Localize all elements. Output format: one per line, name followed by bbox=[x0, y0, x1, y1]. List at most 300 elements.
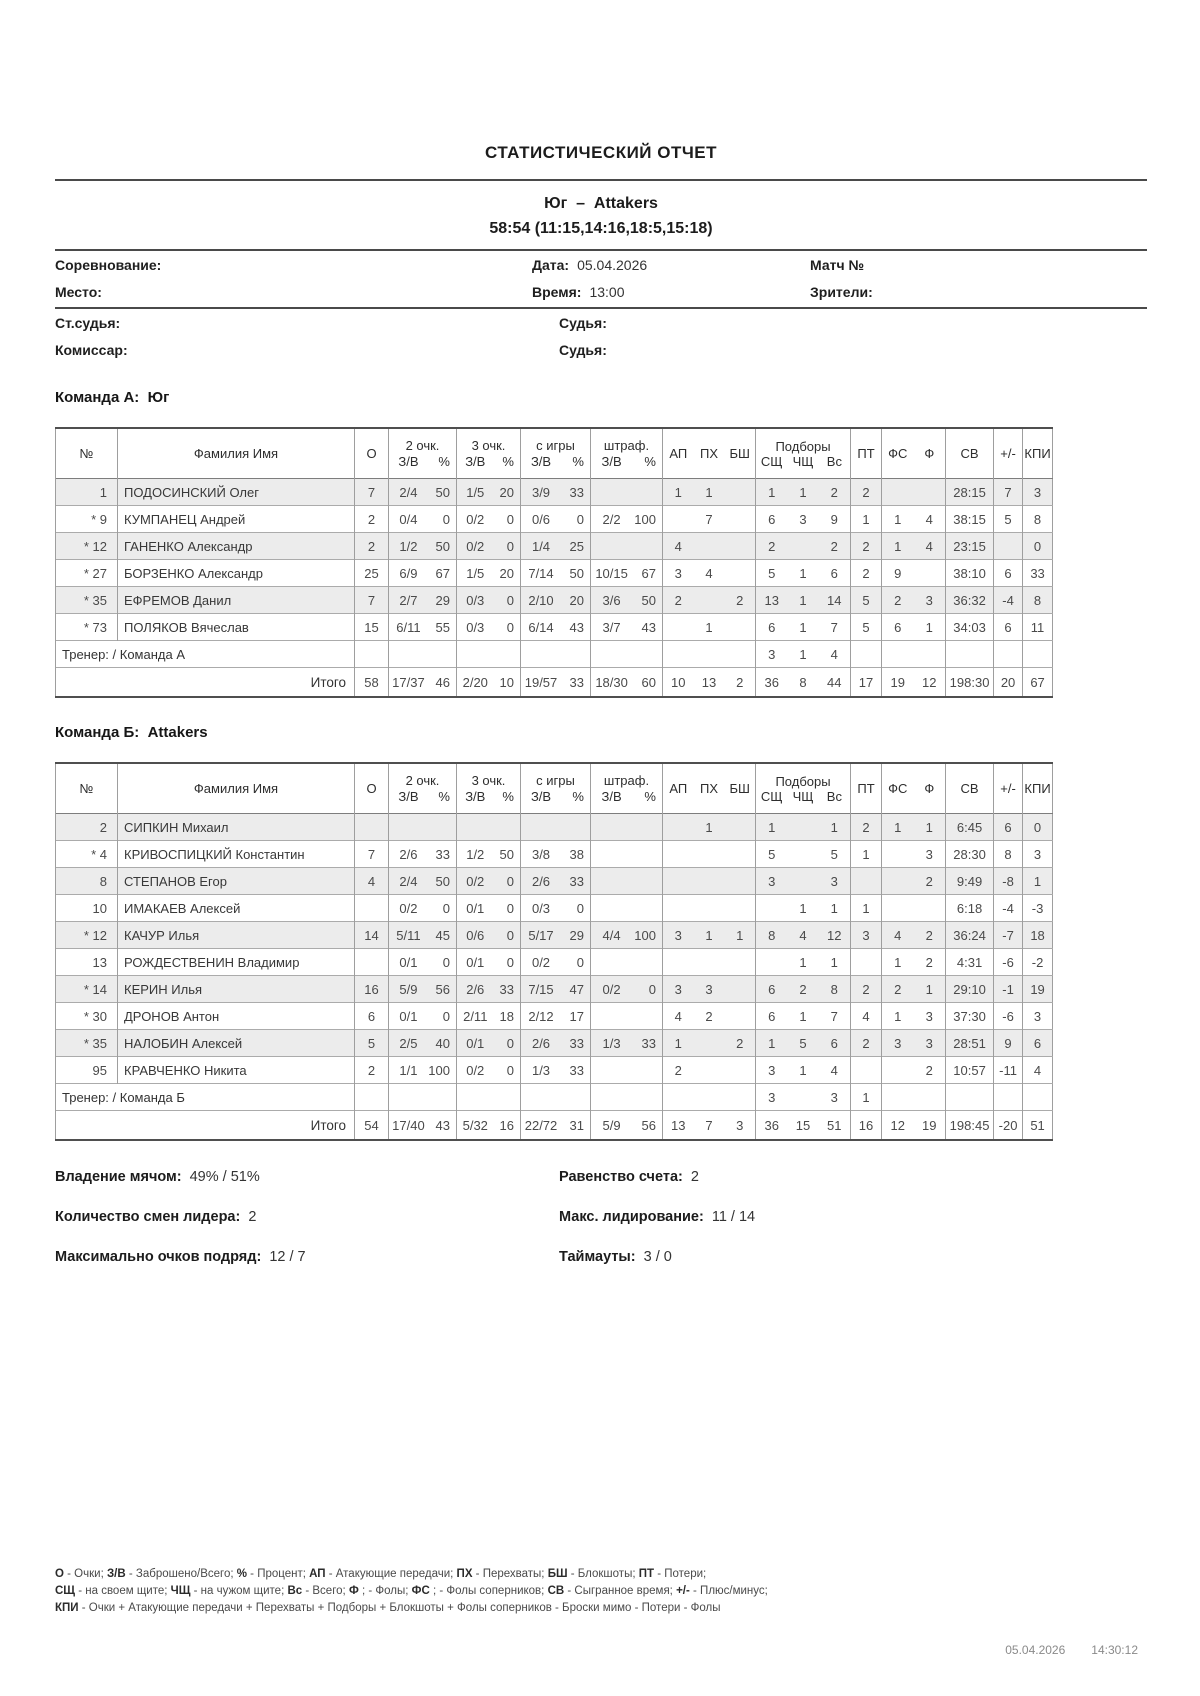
cell-p3 bbox=[457, 1030, 521, 1057]
cell-fg bbox=[521, 560, 591, 587]
legend-text: - Всего; bbox=[302, 1585, 349, 1597]
date-value: 05.04.2026 bbox=[577, 256, 648, 273]
cell-chq: 1 bbox=[799, 954, 807, 970]
cell-o: 54 bbox=[355, 1111, 389, 1141]
cell-number: * 14 bbox=[56, 976, 118, 1003]
cell-kpi: -2 bbox=[1023, 949, 1053, 976]
cell-o: 2 bbox=[355, 533, 389, 560]
percent: 50 bbox=[569, 566, 584, 582]
percent: 33 bbox=[569, 675, 584, 691]
cell-fg bbox=[521, 841, 591, 868]
cell-bsh bbox=[725, 868, 756, 895]
percent: 31 bbox=[569, 1118, 584, 1134]
cell-vs: 3 bbox=[830, 1089, 838, 1105]
made-attempts: 5/17 bbox=[528, 928, 554, 944]
date-label: Дата: bbox=[532, 256, 570, 273]
cell-kpi: 18 bbox=[1023, 922, 1053, 949]
player-row bbox=[56, 1003, 1053, 1030]
cell-o bbox=[355, 641, 389, 668]
match-no-label: Матч № bbox=[810, 256, 865, 273]
made-attempts: 2/12 bbox=[528, 1009, 554, 1025]
col-points: О bbox=[355, 428, 389, 479]
cell-ap: 4 bbox=[663, 533, 694, 560]
made-attempts: 2/6 bbox=[399, 847, 418, 863]
made-attempts: 2/20 bbox=[462, 675, 488, 691]
made-attempts: 0/1 bbox=[399, 1009, 418, 1025]
page-title: СТАТИСТИЧЕСКИЙ ОТЧЕТ bbox=[484, 143, 718, 162]
player-row bbox=[56, 1030, 1053, 1057]
col-3pt: 3 очк. З/В % bbox=[457, 428, 521, 479]
cell-p3 bbox=[457, 668, 521, 698]
cell-sv: 28:51 bbox=[946, 1030, 994, 1057]
cell-ap: 13 bbox=[663, 1111, 694, 1141]
cell-kpi: 3 bbox=[1023, 841, 1053, 868]
made-attempts: 0/3 bbox=[531, 901, 551, 917]
made-attempts: 18/30 bbox=[595, 675, 628, 691]
cell-p2 bbox=[389, 868, 457, 895]
col-kpi: КПИ bbox=[1023, 428, 1053, 479]
cell-pm: 8 bbox=[994, 841, 1023, 868]
cell-sv: 34:03 bbox=[946, 614, 994, 641]
player-row bbox=[56, 814, 1053, 841]
cell-o: 14 bbox=[355, 922, 389, 949]
cell-fg bbox=[521, 641, 591, 668]
cell-sv: 6:45 bbox=[946, 814, 994, 841]
cell-vs: 2 bbox=[830, 538, 838, 554]
max-lead-value: 11 / 14 bbox=[711, 1209, 756, 1225]
legend-text: - Очки + Атакующие передачи + Перехваты + Подборы + Блокшоты + Фолы соперников - Броски мимо - Потери - Фолы bbox=[78, 1602, 721, 1614]
made-attempts: 6/14 bbox=[528, 620, 554, 636]
percent: 16 bbox=[499, 1118, 514, 1134]
player-row bbox=[56, 949, 1053, 976]
coach-row bbox=[56, 1084, 1053, 1111]
made-attempts: 0/2 bbox=[531, 955, 551, 971]
cell-fg bbox=[521, 614, 591, 641]
cell-fg bbox=[521, 814, 591, 841]
cell-fg bbox=[521, 1111, 591, 1141]
cell-ft bbox=[591, 641, 663, 668]
cell-pm: 6 bbox=[994, 814, 1023, 841]
place-label: Место: bbox=[55, 283, 102, 300]
cell-kpi: 67 bbox=[1023, 668, 1053, 698]
percent: 10 bbox=[499, 675, 514, 691]
cell-px bbox=[694, 841, 725, 868]
cell-sv: 6:18 bbox=[946, 895, 994, 922]
made-attempts: 7/15 bbox=[528, 982, 554, 998]
cell-sv: 36:32 bbox=[946, 587, 994, 614]
percent: 46 bbox=[435, 675, 450, 691]
cell-sq: 1 bbox=[756, 479, 788, 506]
cell-vs: 5 bbox=[830, 846, 838, 862]
percent: 20 bbox=[569, 593, 584, 609]
cell-pt: 1 bbox=[851, 1084, 882, 1111]
legend-text: - Перехваты; bbox=[472, 1568, 548, 1580]
cell-number: 2 bbox=[56, 814, 118, 841]
cell-number: * 9 bbox=[56, 506, 118, 533]
made-attempts: 1/1 bbox=[399, 1063, 418, 1079]
cell-ap bbox=[663, 868, 694, 895]
cell-p2 bbox=[389, 814, 457, 841]
player-row bbox=[56, 479, 1053, 506]
cell-pm: -8 bbox=[994, 868, 1023, 895]
cell-fs: 1 bbox=[882, 506, 914, 533]
cell-bsh bbox=[725, 814, 756, 841]
player-row bbox=[56, 868, 1053, 895]
cell-f: 2 bbox=[925, 873, 933, 889]
percent: 0 bbox=[442, 901, 450, 917]
cell-pt: 2 bbox=[851, 479, 882, 506]
coach-label: Тренер: / Команда А bbox=[56, 641, 355, 668]
cell-kpi: 51 bbox=[1023, 1111, 1053, 1141]
made-attempts: 3/9 bbox=[531, 485, 551, 501]
cell-f: 1 bbox=[925, 819, 933, 835]
percent: 0 bbox=[576, 512, 584, 528]
team-a-caption: Команда А: Юг bbox=[55, 389, 170, 406]
cell-fs: 1 bbox=[882, 814, 914, 841]
cell-p3 bbox=[457, 814, 521, 841]
cell-chq bbox=[788, 841, 819, 868]
cell-chq: 1 bbox=[799, 646, 807, 662]
cell-p2 bbox=[389, 533, 457, 560]
cell-o: 58 bbox=[355, 668, 389, 698]
cell-number: 10 bbox=[56, 895, 118, 922]
print-date: 05.04.2026 bbox=[1005, 1643, 1066, 1657]
cell-sq: 36 bbox=[756, 1111, 788, 1141]
cell-pm: 7 bbox=[994, 479, 1023, 506]
cell-fg bbox=[521, 479, 591, 506]
made-attempts: 19/57 bbox=[524, 675, 558, 691]
cell-fs: 1 bbox=[882, 1003, 914, 1030]
cell-pt: 17 bbox=[851, 668, 882, 698]
legend-abbr: ФС bbox=[411, 1585, 430, 1597]
legend-line bbox=[55, 1566, 1055, 1583]
print-timestamp bbox=[1005, 1643, 1138, 1657]
cell-chq: 1 bbox=[799, 900, 807, 916]
percent: 0 bbox=[442, 512, 450, 528]
player-name: КРИВОСПИЦКИЙ Константин bbox=[118, 841, 355, 868]
cell-number: * 27 bbox=[56, 560, 118, 587]
cell-f: 19 bbox=[922, 1117, 937, 1133]
cell-p3 bbox=[457, 641, 521, 668]
cell-chq bbox=[788, 814, 819, 841]
percent: 100 bbox=[634, 512, 656, 528]
cell-pt: 5 bbox=[851, 587, 882, 614]
player-name: НАЛОБИН Алексей bbox=[118, 1030, 355, 1057]
percent: 60 bbox=[641, 675, 656, 691]
cell-kpi: 0 bbox=[1023, 533, 1053, 560]
cell-f: 2 bbox=[925, 927, 933, 943]
percent: 67 bbox=[435, 566, 450, 582]
legend-text: - Блокшоты; bbox=[567, 1568, 639, 1580]
percent: 0 bbox=[648, 982, 656, 998]
cell-pt: 16 bbox=[851, 1111, 882, 1141]
cell-vs: 6 bbox=[830, 565, 838, 581]
final-score: 58:54 (11:15,14:16,18:5,15:18) bbox=[489, 220, 713, 237]
cell-kpi bbox=[1023, 1084, 1053, 1111]
cell-px bbox=[694, 641, 725, 668]
cell-p2 bbox=[389, 668, 457, 698]
cell-number: * 73 bbox=[56, 614, 118, 641]
info-row-1 bbox=[55, 251, 1147, 278]
cell-vs: 14 bbox=[827, 592, 842, 608]
made-attempts: 0/1 bbox=[466, 1036, 485, 1052]
percent: 50 bbox=[435, 874, 450, 890]
player-name: ЕФРЕМОВ Данил bbox=[118, 587, 355, 614]
made-attempts: 3/6 bbox=[602, 593, 621, 609]
player-name: КАЧУР Илья bbox=[118, 922, 355, 949]
cell-ap: 1 bbox=[663, 479, 694, 506]
cell-px bbox=[694, 868, 725, 895]
legend-abbr: ЧЩ bbox=[170, 1585, 191, 1597]
cell-o bbox=[355, 814, 389, 841]
cell-kpi: 8 bbox=[1023, 506, 1053, 533]
cell-sq bbox=[756, 895, 788, 922]
legend-text: - Сыгранное время; bbox=[564, 1585, 677, 1597]
cell-pm bbox=[994, 641, 1023, 668]
cell-fs: 19 bbox=[882, 668, 914, 698]
max-run-value: 12 / 7 bbox=[269, 1249, 306, 1265]
cell-sv: 29:10 bbox=[946, 976, 994, 1003]
cell-kpi: 0 bbox=[1023, 814, 1053, 841]
referee-row-1 bbox=[55, 309, 1147, 336]
cell-fs: 4 bbox=[882, 922, 914, 949]
percent: 0 bbox=[576, 901, 584, 917]
percent: 0 bbox=[506, 928, 514, 944]
percent: 56 bbox=[641, 1118, 656, 1134]
cell-chq: 4 bbox=[799, 927, 807, 943]
made-attempts: 2/2 bbox=[602, 512, 621, 528]
made-attempts: 22/72 bbox=[524, 1118, 558, 1134]
cell-ap bbox=[663, 814, 694, 841]
made-attempts: 1/5 bbox=[466, 566, 485, 582]
cell-chq: 1 bbox=[799, 1008, 807, 1024]
col-number: № bbox=[56, 763, 118, 814]
cell-pt: 2 bbox=[851, 814, 882, 841]
made-attempts: 2/4 bbox=[399, 485, 418, 501]
cell-bsh bbox=[725, 1003, 756, 1030]
cell-number: 95 bbox=[56, 1057, 118, 1084]
cell-px: 7 bbox=[705, 511, 713, 527]
cell-fs bbox=[882, 895, 914, 922]
cell-pm: -6 bbox=[994, 1003, 1023, 1030]
cell-ft bbox=[591, 668, 663, 698]
col-fouls: ФС Ф bbox=[882, 763, 946, 814]
cell-kpi: 6 bbox=[1023, 1030, 1053, 1057]
cell-pm bbox=[994, 1084, 1023, 1111]
cell-pt: 1 bbox=[851, 895, 882, 922]
percent: 33 bbox=[499, 982, 514, 998]
cell-pm: -4 bbox=[994, 895, 1023, 922]
made-attempts: 2/6 bbox=[466, 982, 485, 998]
percent: 56 bbox=[435, 982, 450, 998]
cell-sq: 5 bbox=[756, 841, 788, 868]
cell-chq: 2 bbox=[799, 981, 807, 997]
cell-chq: 5 bbox=[799, 1035, 807, 1051]
cell-chq: 1 bbox=[799, 592, 807, 608]
cell-sq bbox=[756, 949, 788, 976]
cell-f: 4 bbox=[925, 538, 933, 554]
player-name: СИПКИН Михаил bbox=[118, 814, 355, 841]
totals-row bbox=[56, 1111, 1053, 1141]
cell-bsh bbox=[725, 949, 756, 976]
legend-abbr: СЩ bbox=[55, 1585, 76, 1597]
made-attempts: 0/2 bbox=[466, 1063, 485, 1079]
cell-ft bbox=[591, 949, 663, 976]
print-time: 14:30:12 bbox=[1091, 1643, 1138, 1657]
percent: 50 bbox=[435, 485, 450, 501]
cell-ft bbox=[591, 614, 663, 641]
cell-pm: -11 bbox=[994, 1057, 1023, 1084]
percent: 0 bbox=[442, 955, 450, 971]
percent: 33 bbox=[641, 1036, 656, 1052]
cell-sv bbox=[946, 1084, 994, 1111]
made-attempts: 0/1 bbox=[466, 901, 485, 917]
cell-ft bbox=[591, 814, 663, 841]
made-attempts: 17/40 bbox=[392, 1118, 425, 1134]
max-lead-label: Макс. лидирование: bbox=[559, 1209, 704, 1225]
percent: 100 bbox=[634, 928, 656, 944]
cell-fs bbox=[882, 868, 914, 895]
cell-kpi: 8 bbox=[1023, 587, 1053, 614]
cell-ap: 2 bbox=[663, 1057, 694, 1084]
cell-f bbox=[914, 1084, 946, 1111]
col-2pt: 2 очк. З/В % bbox=[389, 428, 457, 479]
made-attempts: 0/1 bbox=[466, 955, 485, 971]
timeouts-value: 3 / 0 bbox=[643, 1249, 672, 1265]
col-time-played: СВ bbox=[946, 763, 994, 814]
cell-ft bbox=[591, 1030, 663, 1057]
made-attempts: 0/3 bbox=[466, 620, 485, 636]
player-name: ПОЛЯКОВ Вячеслав bbox=[118, 614, 355, 641]
cell-vs: 1 bbox=[830, 819, 838, 835]
cell-sv: 36:24 bbox=[946, 922, 994, 949]
cell-number: * 35 bbox=[56, 587, 118, 614]
legend-abbr: О bbox=[55, 1568, 64, 1580]
cell-ft bbox=[591, 976, 663, 1003]
made-attempts: 10/15 bbox=[595, 566, 628, 582]
cell-bsh bbox=[725, 506, 756, 533]
cell-px bbox=[694, 1057, 725, 1084]
cell-pm bbox=[994, 533, 1023, 560]
cell-px: 2 bbox=[705, 1008, 713, 1024]
cell-p3 bbox=[457, 560, 521, 587]
col-field-goals: с игры З/В % bbox=[521, 763, 591, 814]
percent: 33 bbox=[569, 1036, 584, 1052]
cell-o bbox=[355, 1084, 389, 1111]
made-attempts: 0/2 bbox=[466, 874, 485, 890]
totals-label: Итого bbox=[56, 1111, 355, 1141]
totals-row bbox=[56, 668, 1053, 698]
cell-pm: 6 bbox=[994, 560, 1023, 587]
cell-sq: 13 bbox=[756, 587, 788, 614]
cell-p2 bbox=[389, 1057, 457, 1084]
cell-fs: 1 bbox=[882, 533, 914, 560]
percent: 0 bbox=[442, 1009, 450, 1025]
cell-kpi: 3 bbox=[1023, 1003, 1053, 1030]
cell-ft bbox=[591, 895, 663, 922]
totals-label: Итого bbox=[56, 668, 355, 698]
cell-number: * 30 bbox=[56, 1003, 118, 1030]
made-attempts: 1/3 bbox=[602, 1036, 621, 1052]
cell-ft bbox=[591, 841, 663, 868]
cell-ft bbox=[591, 922, 663, 949]
cell-f: 4 bbox=[925, 511, 933, 527]
cell-vs: 4 bbox=[830, 646, 838, 662]
percent: 45 bbox=[435, 928, 450, 944]
legend-line bbox=[55, 1600, 1055, 1617]
referee-label: Судья: bbox=[559, 314, 607, 331]
cell-f: 3 bbox=[925, 1008, 933, 1024]
cell-p3 bbox=[457, 1003, 521, 1030]
percent: 0 bbox=[506, 955, 514, 971]
cell-f bbox=[914, 479, 946, 506]
made-attempts: 6/9 bbox=[399, 566, 418, 582]
made-attempts: 5/9 bbox=[399, 982, 418, 998]
cell-fg bbox=[521, 1030, 591, 1057]
made-attempts: 1/3 bbox=[531, 1063, 551, 1079]
referee-row-2 bbox=[55, 336, 1147, 363]
table-header-row bbox=[56, 763, 1053, 814]
made-attempts: 1/4 bbox=[531, 539, 551, 555]
legend-abbr: СВ bbox=[547, 1585, 565, 1597]
cell-p2 bbox=[389, 614, 457, 641]
cell-o: 4 bbox=[355, 868, 389, 895]
made-attempts: 1/5 bbox=[466, 485, 485, 501]
cell-chq bbox=[788, 1084, 819, 1111]
coach-label: Тренер: / Команда Б bbox=[56, 1084, 355, 1111]
made-attempts: 3/8 bbox=[531, 847, 551, 863]
cell-o: 7 bbox=[355, 479, 389, 506]
cell-sv: 28:15 bbox=[946, 479, 994, 506]
player-name: ПОДОСИНСКИЙ Олег bbox=[118, 479, 355, 506]
cell-number: * 12 bbox=[56, 533, 118, 560]
player-name: ДРОНОВ Антон bbox=[118, 1003, 355, 1030]
cell-sq: 3 bbox=[756, 1084, 788, 1111]
cell-pt: 1 bbox=[851, 841, 882, 868]
divider bbox=[55, 179, 1147, 181]
player-row bbox=[56, 895, 1053, 922]
cell-fs bbox=[882, 641, 914, 668]
made-attempts: 6/11 bbox=[396, 620, 421, 636]
player-row bbox=[56, 506, 1053, 533]
legend-text: ; - Фолы; bbox=[358, 1585, 412, 1597]
cell-pt bbox=[851, 949, 882, 976]
made-attempts: 0/1 bbox=[399, 955, 418, 971]
made-attempts: 1/2 bbox=[466, 847, 485, 863]
cell-sq: 6 bbox=[756, 506, 788, 533]
percent: 0 bbox=[506, 1063, 514, 1079]
cell-bsh bbox=[725, 895, 756, 922]
legend-abbr: БШ bbox=[547, 1568, 568, 1580]
spectators-label: Зрители: bbox=[810, 283, 873, 300]
cell-bsh: 2 bbox=[736, 674, 744, 690]
legend-text: - Потери; bbox=[654, 1568, 707, 1580]
cell-p2 bbox=[389, 976, 457, 1003]
cell-p2 bbox=[389, 922, 457, 949]
cell-fg bbox=[521, 976, 591, 1003]
percent: 0 bbox=[506, 512, 514, 528]
info-row-2 bbox=[55, 278, 1147, 305]
percent: 40 bbox=[435, 1036, 450, 1052]
cell-sv: 198:30 bbox=[946, 668, 994, 698]
made-attempts: 0/3 bbox=[466, 593, 485, 609]
cell-ap: 2 bbox=[663, 587, 694, 614]
cell-sv: 23:15 bbox=[946, 533, 994, 560]
possession-value: 49% / 51% bbox=[189, 1169, 260, 1185]
cell-number: 13 bbox=[56, 949, 118, 976]
col-field-goals: с игры З/В % bbox=[521, 428, 591, 479]
percent: 33 bbox=[569, 485, 584, 501]
